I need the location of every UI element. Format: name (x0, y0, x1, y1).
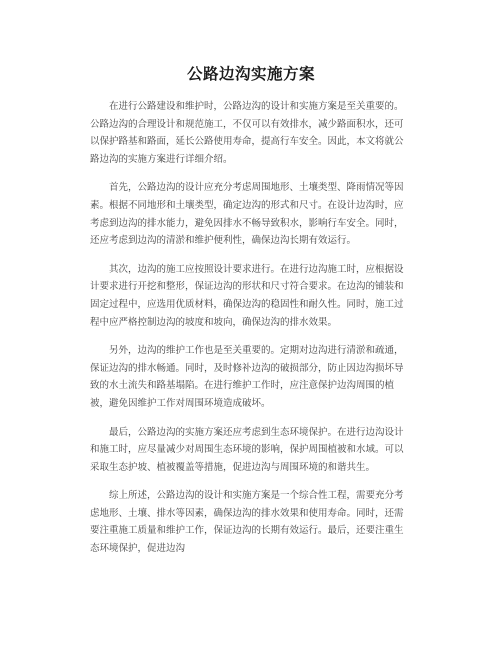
paragraph-3: 其次，边沟的施工应按照设计要求进行。在进行边沟施工时，应根据设计要求进行开挖和整形，保证边沟的形状和尺寸符合要求。在边沟的铺装和固定过程中，应选用优质材料，确保边沟的稳固性和耐久性。同时，施工过程中应严格控制边沟的坡度和坡向，确保边沟的排水效果。 (90, 263, 404, 328)
paragraph-6: 综上所述，公路边沟的设计和实施方案是一个综合性工程，需要充分考虑地形、土壤、排水等因素，确保边沟的排水效果和使用寿命。同时，还需要注重施工质量和维护工作，保证边沟的长期有效运行。最后，还要注重生态环境保护，促进边沟 (90, 490, 404, 555)
paragraph-2: 首先，公路边沟的设计应充分考虑周围地形、土壤类型、降雨情况等因素。根据不同地形和土壤类型，确定边沟的形式和尺寸。在设计边沟时，应考虑到边沟的排水能力，避免因排水不畅导致积水，影响行车安全。同时，还应考虑到边沟的清淤和维护便利性，确保边沟长期有效运行。 (90, 182, 404, 247)
paragraph-1: 在进行公路建设和维护时，公路边沟的设计和实施方案是至关重要的。公路边沟的合理设计和规范施工，不仅可以有效排水，减少路面积水，还可以保护路基和路面，延长公路使用寿命，提高行车安全。因此，本文将就公路边沟的实施方案进行详细介绍。 (90, 101, 404, 165)
document-body (90, 98, 410, 569)
paragraph-5: 最后，公路边沟的实施方案还应考虑到生态环境保护。在进行边沟设计和施工时，应尽量减少对周围生态环境的影响，保护周围植被和水域。可以采取生态护坡、植被覆盖等措施，促进边沟与周围环境的和谐共生。 (90, 426, 404, 473)
document-title: 公路边沟实施方案 (186, 65, 315, 83)
paragraph-4: 另外，边沟的维护工作也是至关重要的。定期对边沟进行清淤和疏通，保证边沟的排水畅通。同时，及时修补边沟的破损部分，防止因边沟损坏导致的水土流失和路基塌陷。在进行维护工作时，应注意保护边沟周围的植被，避免因维护工作对周围环境造成破坏。 (90, 345, 404, 409)
